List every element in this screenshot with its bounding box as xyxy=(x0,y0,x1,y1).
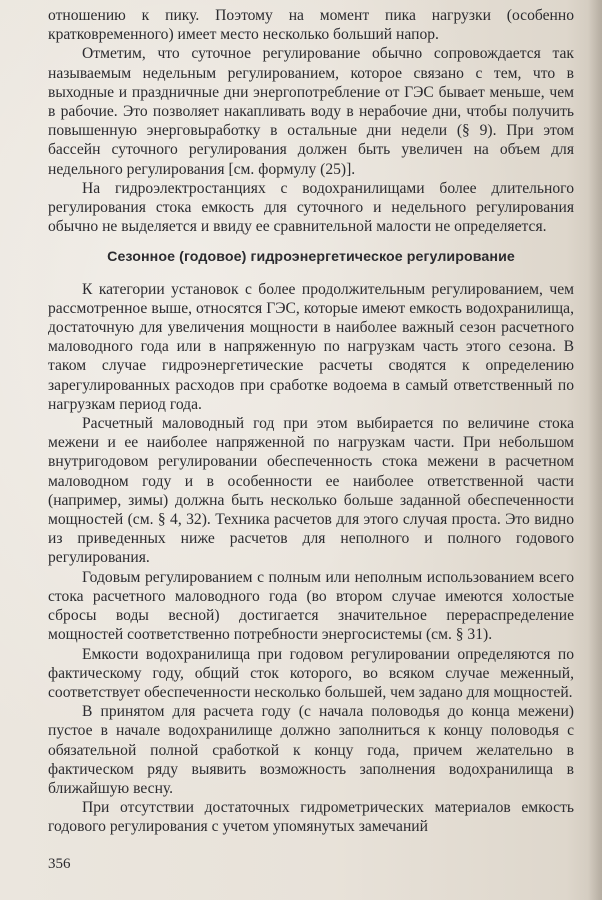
page-number: 356 xyxy=(48,856,71,872)
paragraph: Отметим, что суточное регулирование обычно сопровождается так называемым недельным регулированием, которое связано с тем, что в выходные и праздничные дни энергопотребление от ГЭС бывает меньше, чем в рабочие. Это позволяет накапливать воду в нерабочие дни, чтобы получить повышенную энерговыработку в остальные дни недели (§ 9). При этом бассейн суточного регулирования должен быть увеличен на объем для недельного регулирования [см. формулу (25)]. xyxy=(48,45,574,178)
section-heading: Сезонное (годовое) гидроэнергетическое регулирование xyxy=(107,249,515,266)
paragraph: К категории установок с более продолжительным регулированием, чем рассмотренное выше, относятся ГЭС, которые имеют емкость водохранилища, достаточную для увеличения мощности в наиболее важный сезон расчетного маловодного года или в напряженную по нагрузкам часть этого сезона. В таком случае гидроэнергетические расчеты сводятся к определению зарегулированных расходов при сработке водоема в самый ответственный по нагрузкам период года. xyxy=(48,280,574,413)
paragraph: Емкости водохранилища при годовом регулировании определяются по фактическому году, общий сток которого, во всяком случае меженный, соответствует обеспеченности несколько большей, чем задано для мощностей. xyxy=(48,645,574,701)
paragraph: В принятом для расчета году (с начала половодья до конца межени) пустое в начале водохранилище должно заполниться к концу половодья с обязательной полной сработкой к концу года, причем желательно в фактическом ряду выявить возможность заполнения водохранилища в ближайшую весну. xyxy=(48,703,574,797)
paragraph: отношению к пику. Поэтому на момент пика нагрузки (особенно кратковременного) имеет место несколько больший напор. xyxy=(48,7,574,44)
paragraph: На гидроэлектростанциях с водохранилищами более длительного регулирования стока емкость для суточного и недельного регулирования обычно не выделяется и ввиду ее сравнительной малости не определяется. xyxy=(48,179,574,236)
paragraph: Расчетный маловодный год при этом выбирается по величине стока межени и ее наиболее напряженной по нагрузкам части. При небольшом внутригодовом регулировании обеспеченность стока межени в расчетном маловодном году и в особенности ее наиболее ответственной части (например, зимы) должна быть несколько больше заданной обеспеченности мощностей (см. § 4, 32). Техника расчетов для этого случая проста. Это видно из приведенных ниже расчетов для неполного и полного годового регулирования. xyxy=(48,415,574,567)
paragraph: Годовым регулированием с полным или неполным использованием всего стока расчетного маловодного года (во втором случае имеются холостые сбросы воды весной) достигается значительное перераспределение мощностей соответственно потребности энергосистемы (см. § 31). xyxy=(48,568,574,644)
page-text xyxy=(48,6,574,837)
paragraph: При отсутствии достаточных гидрометрических материалов емкость годового регулирования с учетом упомянутых замечаний xyxy=(48,799,574,836)
page-edge-shadow xyxy=(588,0,602,900)
